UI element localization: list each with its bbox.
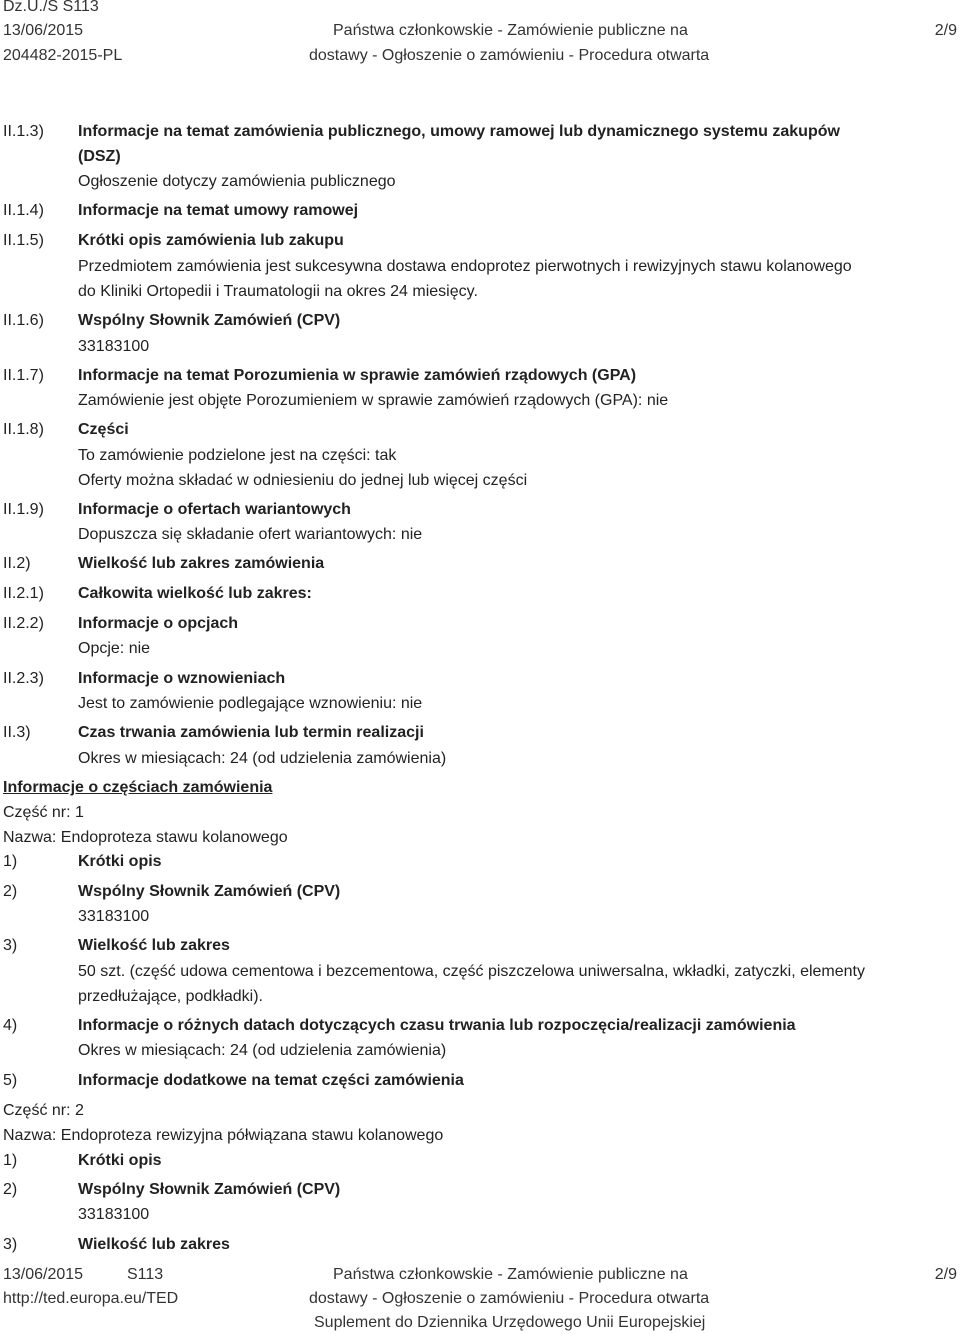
section-title: Wielkość lub zakres zamówienia xyxy=(78,555,325,572)
footer-title-line3: Suplement do Dziennika Urzędowego Unii Europejskiej xyxy=(314,1314,706,1331)
section-text: To zamówienie podzielone jest na części: tak xyxy=(78,447,397,464)
header-ref: 204482-2015-PL xyxy=(3,47,123,64)
item-text: 50 szt. (część udowa cementowa i bezcementowa, część piszczelowa uniwersalna, wkładki, zatyczki, elementy xyxy=(78,963,865,980)
section-number: II.1.5) xyxy=(3,232,44,249)
section-number: II.2.1) xyxy=(3,585,44,602)
section-text-cont: Oferty można składać w odniesieniu do jednej lub więcej części xyxy=(78,472,528,489)
section-title: Czas trwania zamówienia lub termin realizacji xyxy=(78,724,424,741)
section-title: Informacje o opcjach xyxy=(78,615,239,632)
part-label: Część nr: 1 xyxy=(3,804,84,821)
section-text: Zamówienie jest objęte Porozumieniem w sprawie zamówień rządowych (GPA): nie xyxy=(78,392,669,409)
footer-source: S113 xyxy=(127,1266,164,1283)
section-text-cont: do Kliniki Ortopedii i Traumatologii na okres 24 miesięcy. xyxy=(78,283,478,300)
section-text: Jest to zamówienie podlegające wznowieniu: nie xyxy=(78,695,423,712)
section-number: II.1.3) xyxy=(3,123,44,140)
item-number: 4) xyxy=(3,1017,18,1034)
footer-page: 2/9 xyxy=(934,1266,957,1283)
header-date: 13/06/2015 xyxy=(3,22,84,39)
section-number: II.1.7) xyxy=(3,367,44,384)
header-title-line1: Państwa członkowskie - Zamówienie publiczne na xyxy=(333,22,688,39)
cpv-code: 33183100 xyxy=(78,1206,150,1223)
header-title-line2: dostawy - Ogłoszenie o zamówieniu - Procedura otwarta xyxy=(309,47,710,64)
item-number: 2) xyxy=(3,1181,18,1198)
section-title: Wspólny Słownik Zamówień (CPV) xyxy=(78,312,341,329)
item-title: Informacje dodatkowe na temat części zamówienia xyxy=(78,1072,464,1089)
section-title: Części xyxy=(78,421,129,438)
item-number: 5) xyxy=(3,1072,18,1089)
section-text: Dopuszcza się składanie ofert wariantowych: nie xyxy=(78,526,423,543)
header-source: Dz.U./S S113 xyxy=(3,0,99,15)
section-number: II.2) xyxy=(3,555,31,572)
header-page: 2/9 xyxy=(934,22,957,39)
footer-title-line2: dostawy - Ogłoszenie o zamówieniu - Procedura otwarta xyxy=(309,1290,710,1307)
section-number: II.1.9) xyxy=(3,501,44,518)
part-name: Nazwa: Endoproteza rewizyjna półwiązana stawu kolanowego xyxy=(3,1127,444,1144)
item-title: Wspólny Słownik Zamówień (CPV) xyxy=(78,883,341,900)
item-title: Krótki opis xyxy=(78,1152,162,1169)
section-number: II.2.3) xyxy=(3,670,44,687)
section-text: Przedmiotem zamówienia jest sukcesywna dostawa endoprotez pierwotnych i rewizyjnych stawu kolanowego xyxy=(78,258,852,275)
footer-date: 13/06/2015 xyxy=(3,1266,84,1283)
item-title: Krótki opis xyxy=(78,853,162,870)
footer-url: http://ted.europa.eu/TED xyxy=(3,1290,179,1307)
section-title: Informacje na temat Porozumienia w sprawie zamówień rządowych (GPA) xyxy=(78,367,637,384)
item-text-cont: przedłużające, podkładki). xyxy=(78,988,263,1005)
section-text: Okres w miesiącach: 24 (od udzielenia zamówienia) xyxy=(78,750,447,767)
parts-heading: Informacje o częściach zamówienia xyxy=(3,779,273,796)
item-number: 1) xyxy=(3,853,18,870)
part-label: Część nr: 2 xyxy=(3,1102,84,1119)
section-title: Informacje o wznowieniach xyxy=(78,670,286,687)
item-number: 1) xyxy=(3,1152,18,1169)
footer-title-line1: Państwa członkowskie - Zamówienie publiczne na xyxy=(333,1266,688,1283)
section-number: II.1.4) xyxy=(3,202,44,219)
section-number: II.1.6) xyxy=(3,312,44,329)
item-number: 3) xyxy=(3,937,18,954)
section-number: II.3) xyxy=(3,724,31,741)
section-text: Opcje: nie xyxy=(78,640,151,657)
section-title-cont: (DSZ) xyxy=(78,148,121,165)
item-title: Wielkość lub zakres xyxy=(78,1236,230,1253)
section-title: Informacje na temat zamówienia publicznego, umowy ramowej lub dynamicznego systemu zakupów xyxy=(78,123,840,140)
section-title: Całkowita wielkość lub zakres: xyxy=(78,585,312,602)
section-title: Informacje o ofertach wariantowych xyxy=(78,501,351,518)
section-number: II.1.8) xyxy=(3,421,44,438)
item-title: Wspólny Słownik Zamówień (CPV) xyxy=(78,1181,341,1198)
section-title: Informacje na temat umowy ramowej xyxy=(78,202,359,219)
item-text: Okres w miesiącach: 24 (od udzielenia zamówienia) xyxy=(78,1042,447,1059)
item-number: 3) xyxy=(3,1236,18,1253)
section-text: Ogłoszenie dotyczy zamówienia publicznego xyxy=(78,173,396,190)
cpv-code: 33183100 xyxy=(78,338,150,355)
item-number: 2) xyxy=(3,883,18,900)
section-number: II.2.2) xyxy=(3,615,44,632)
part-name: Nazwa: Endoproteza stawu kolanowego xyxy=(3,829,288,846)
cpv-code: 33183100 xyxy=(78,908,150,925)
item-title: Informacje o różnych datach dotyczących czasu trwania lub rozpoczęcia/realizacji zamówienia xyxy=(78,1017,796,1034)
item-title: Wielkość lub zakres xyxy=(78,937,230,954)
section-title: Krótki opis zamówienia lub zakupu xyxy=(78,232,344,249)
